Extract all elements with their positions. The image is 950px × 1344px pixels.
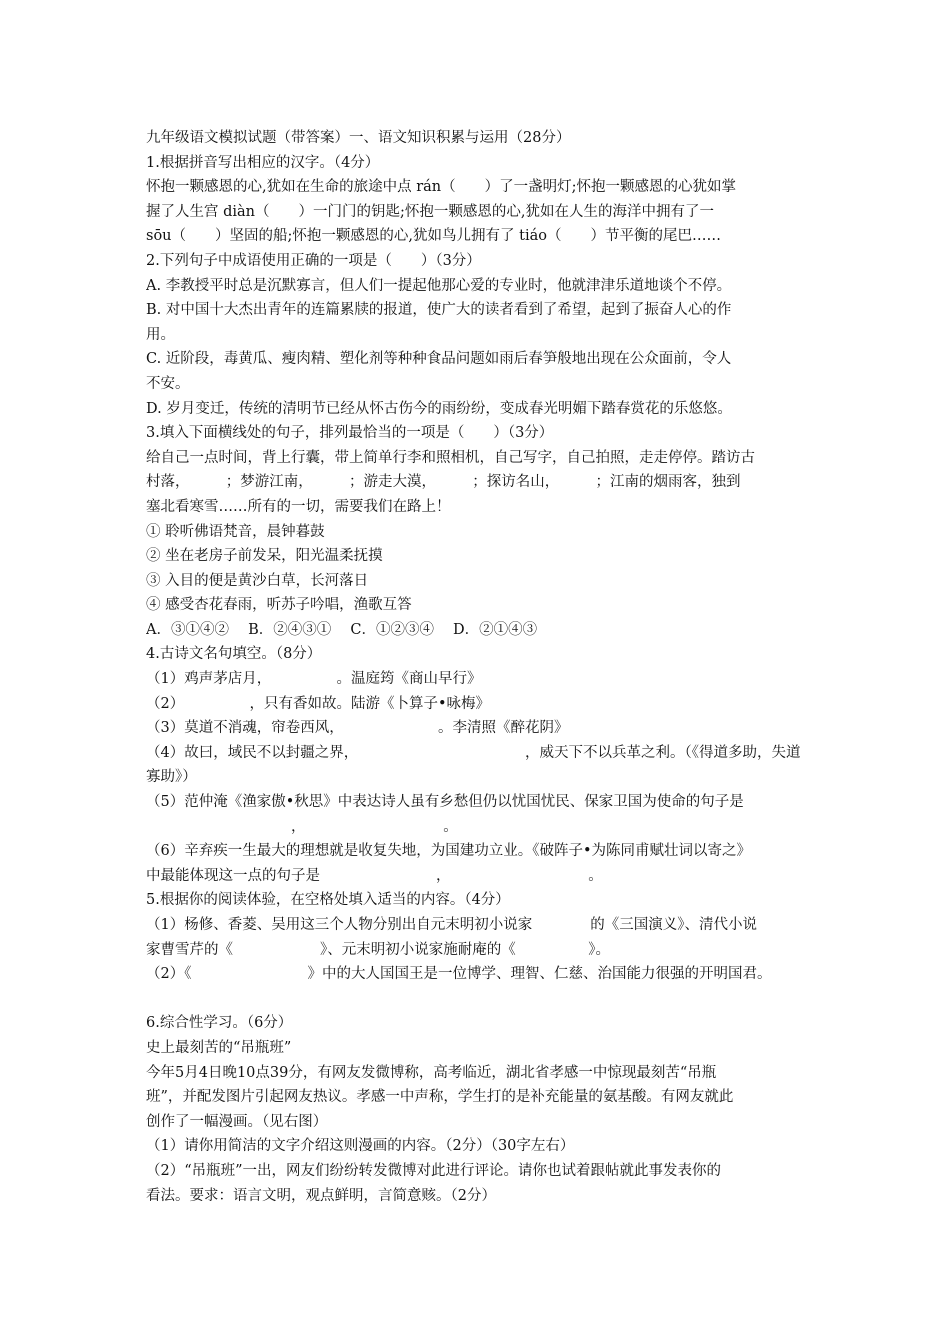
text-line: （1）杨修、香菱、吴用这三个人物分别出自元末明初小说家 的《三国演义》、清代小说 [146, 917, 757, 933]
text-line: （2）“吊瓶班”一出，网友们纷纷转发微博对此进行评论。请你也试着跟帖就此事发表你的 [146, 1162, 722, 1179]
text-line: 1.根据拼音写出相应的汉字。（4分） [146, 154, 380, 171]
text-line: （5）范仲淹《渔家傲•秋思》中表达诗人虽有乡愁但仍以忧国忧民、保家卫国为使命的句子是 [146, 794, 744, 811]
text-line: 创作了一幅漫画。（见右图） [146, 1113, 328, 1130]
text-line: 2.下列句子中成语使用正确的一项是（ ）（3分） [146, 252, 481, 269]
text-line: 3.填入下面横线处的句子，排列最恰当的一项是（ ）（3分） [146, 425, 554, 442]
text-line: D. 岁月变迁，传统的清明节已经从怀古伤今的雨纷纷，变成春光明媚下踏春赏花的乐悠悠。 [146, 400, 732, 417]
text-line: 看法。要求：语言文明，观点鲜明，言简意赅。（2分） [146, 1187, 496, 1204]
text-line: ， 。 [146, 818, 458, 835]
text-line: （6）辛弃疾一生最大的理想就是收复失地，为国建功立业。《破阵子•为陈同甫赋壮词以寄之》 [146, 843, 752, 860]
text-line: 寡助》） [146, 769, 197, 786]
text-line: 村落， ；梦游江南， ；游走大漠， ；探访名山， ；江南的烟雨客，独到 [146, 474, 741, 491]
text-line: 给自己一点时间，背上行囊，带上简单行李和照相机，自己写字，自己拍照，走走停停。踏访古 [146, 449, 755, 466]
text-line: （1）鸡声茅店月， 。温庭筠《商山早行》 [146, 671, 482, 688]
text-line: 不安。 [146, 375, 190, 392]
text-line: 怀抱一颗感恩的心,犹如在生命的旅途中点 rán（ ）了一盏明灯;怀抱一颗感恩的心犹如掌 [146, 179, 737, 196]
text-line: 塞北看寒雪……所有的一切，需要我们在路上！ [146, 498, 451, 515]
text-line: 史上最刻苦的“吊瓶班” [146, 1039, 292, 1056]
text-line: C. 近阶段，毒黄瓜、瘦肉精、塑化剂等种种食品问题如雨后春笋般地出现在公众面前，令人 [146, 351, 732, 368]
text-line: 中最能体现这一点的句子是 ， 。 [146, 867, 603, 884]
text-line: B. 对中国十大杰出青年的连篇累牍的报道，使广大的读者看到了希望，起到了振奋人心的作 [146, 302, 732, 319]
text-line: ① 聆听佛语梵音，晨钟暮鼓 [146, 523, 325, 540]
text-line: A．③①④② B．②④③① C．①②③④ D．②①④③ [146, 621, 538, 638]
text-line: （2） ，只有香如故。陆游《卜算子•咏梅》 [146, 695, 491, 712]
text-line: ③ 入目的便是黄沙白草，长河落日 [146, 572, 369, 589]
text-line: 5.根据你的阅读体验，在空格处填入适当的内容。（4分） [146, 892, 510, 909]
text-line: 九年级语文模拟试题（带答案）一、语文知识积累与运用（28分） [146, 130, 571, 146]
text-line: （1）请你用简洁的文字介绍这则漫画的内容。（2分）（30字左右） [146, 1138, 575, 1155]
text-line: 用。 [146, 326, 175, 343]
document-page [146, 126, 810, 1208]
text-line: （3）莫道不消魂，帘卷西风， 。李清照《醉花阴》 [146, 720, 569, 737]
text-line: sōu（ ）坚固的船;怀抱一颗感恩的心,犹如鸟儿拥有了 tiáo（ ）节平衡的尾巴…… [146, 228, 721, 245]
text-line: （2）《 》中的大人国国王是一位博学、理智、仁慈、治国能力很强的开明国君。 [146, 966, 772, 983]
blank-line [146, 987, 810, 1012]
text-line: 班”，并配发图片引起网友热议。孝感一中声称，学生打的是补充能量的氨基酸。有网友就此 [146, 1089, 734, 1106]
text-line: 6.综合性学习。（6分） [146, 1015, 293, 1032]
text-line: A. 李教授平时总是沉默寡言，但人们一提起他那心爱的专业时，他就津津乐道地谈个不停。 [146, 277, 732, 294]
text-line: 今年5月4日晚10点39分，有网友发微博称，高考临近，湖北省孝感一中惊现最刻苦“吊瓶 [146, 1064, 717, 1081]
text-line: 4.古诗文名句填空。（8分） [146, 646, 322, 663]
text-line: 家曹雪芹的《 》、元末明初小说家施耐庵的《 》。 [146, 941, 610, 958]
text-line: 握了人生宫 diàn（ ）一门门的钥匙;怀抱一颗感恩的心,犹如在人生的海洋中拥有了一 [146, 203, 715, 220]
text-line: ② 坐在老房子前发呆，阳光温柔抚摸 [146, 548, 383, 565]
text-line: （4）故曰，域民不以封疆之界， ，威天下不以兵革之利。（《得道多助，失道 [146, 744, 801, 761]
text-line: ④ 感受杏花春雨，听苏子吟唱，渔歌互答 [146, 597, 412, 614]
